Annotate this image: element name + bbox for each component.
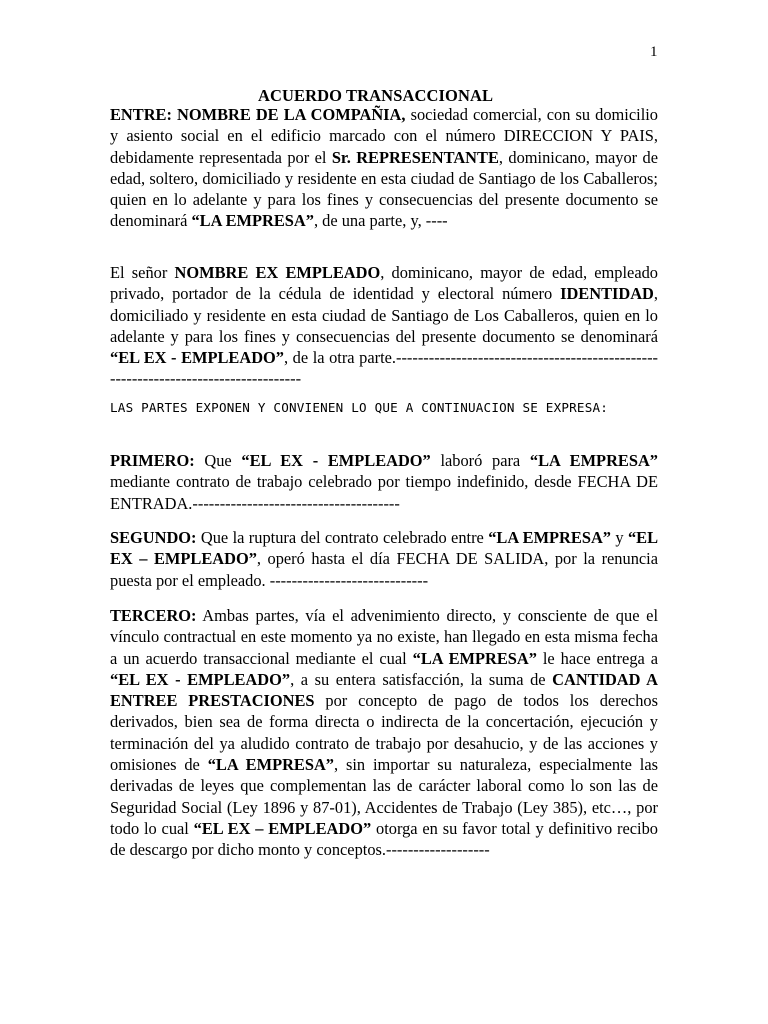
paragraph-parties-employee [110, 262, 658, 390]
bold-text-run: NOMBRE EX EMPLEADO [174, 263, 381, 282]
text-run: laboró para [430, 451, 530, 470]
page-number: 1 [650, 44, 658, 60]
bold-text-run: “EL EX - EMPLEADO” [110, 348, 284, 368]
bold-text-run: IDENTIDAD [560, 284, 654, 304]
text-run: LAS PARTES EXPONEN Y CONVIENEN LO QUE A CONTINUACION SE EXPRESA: [110, 400, 609, 415]
text-run: , a su entera satisfacción, la suma de [290, 669, 553, 689]
section-heading-exponen [110, 398, 658, 417]
bold-text-run: “LA EMPRESA” [529, 451, 658, 470]
clause-tercero [110, 605, 658, 861]
bold-text-run: CANTIDAD A ENTREE PRESTACIONES [110, 669, 658, 711]
document-title: ACUERDO TRANSACCIONAL [258, 86, 494, 105]
text-run: y [610, 528, 628, 547]
text-run: , dominicano, mayor de edad, empleado privado, portador de la cédula de identidad y electoral número [110, 263, 658, 304]
text-run: , de la otra parte.----------------------------------------------------------------------------------- [110, 348, 659, 389]
bold-text-run: “LA EMPRESA” [207, 755, 334, 775]
clause-segundo [110, 527, 658, 591]
text-run: , operó hasta el día FECHA DE SALIDA, por la renuncia puesta por el empleado. ----------------------------- [110, 549, 658, 590]
bold-text-run: “EL EX – EMPLEADO” [110, 528, 658, 569]
paragraph-parties-company [110, 104, 658, 232]
text-run: Ambas partes, vía el advenimiento directo, y consciente de que el vínculo contractual en este momento ya no existe, han llegado en esta misma fecha a un acuerdo transaccional mediante el cual [110, 606, 658, 668]
text-run: El señor [110, 263, 175, 282]
text-run: , de una parte, y, ---- [313, 211, 448, 231]
text-run: , domiciliado y residente en esta ciudad de Santiago de Los Caballeros, quien en lo adelante y para los fines y consecuencias del presente documento se denominará [110, 284, 658, 346]
bold-text-run: ENTRE: NOMBRE DE LA COMPAÑIA, [110, 105, 406, 124]
bold-text-run: “EL EX – EMPLEADO” [193, 818, 372, 838]
clause-primero [110, 450, 658, 514]
text-run: le hace entrega a [536, 648, 658, 668]
bold-text-run: “EL EX - EMPLEADO” [241, 451, 431, 470]
text-run: Que la ruptura del contrato celebrado entre [196, 528, 489, 547]
bold-text-run: Sr. REPRESENTANTE [331, 147, 499, 167]
text-run: , dominicano, mayor de edad, soltero, domiciliado y residente en esta ciudad de Santiago de los Caballeros; quien en lo adelante y para los fines y consecuencias del presente documento se denominará [110, 147, 658, 231]
text-run: mediante contrato de trabajo celebrado por tiempo indefinido, desde FECHA DE ENTRADA.-------------------------------------- [110, 472, 658, 513]
bold-text-run: “LA EMPRESA” [412, 648, 537, 668]
text-run: , sin importar su naturaleza, especialmente las derivadas de leyes que complementan las de carácter laboral como lo son las de Seguridad Social (Ley 1896 y 87-01), Accidentes de Trabajo (Ley 385), etc…, por todo lo cual [110, 755, 658, 838]
bold-text-run: “EL EX - EMPLEADO” [110, 669, 291, 689]
bold-text-run: SEGUNDO: [110, 528, 197, 547]
bold-text-run: TERCERO: [110, 606, 197, 625]
bold-text-run: PRIMERO: [110, 451, 195, 470]
text-run: Que [194, 451, 242, 470]
bold-text-run: “LA EMPRESA” [488, 528, 611, 547]
text-run: sociedad comercial, con su domicilio y asiento social en el edificio marcado con el número DIRECCION Y PAIS, debidamente representada por el [110, 105, 658, 167]
text-run: por concepto de pago de todos los derechos derivados, bien sea de forma directa o indirecta de la concertación, ejecución y terminación del ya aludido contrato de trabajo por desahucio, y de las acciones y omisiones de [110, 691, 658, 775]
bold-text-run: “LA EMPRESA” [191, 211, 314, 231]
text-run: otorga en su favor total y definitivo recibo de descargo por dicho monto y conceptos.------------------- [110, 818, 658, 860]
